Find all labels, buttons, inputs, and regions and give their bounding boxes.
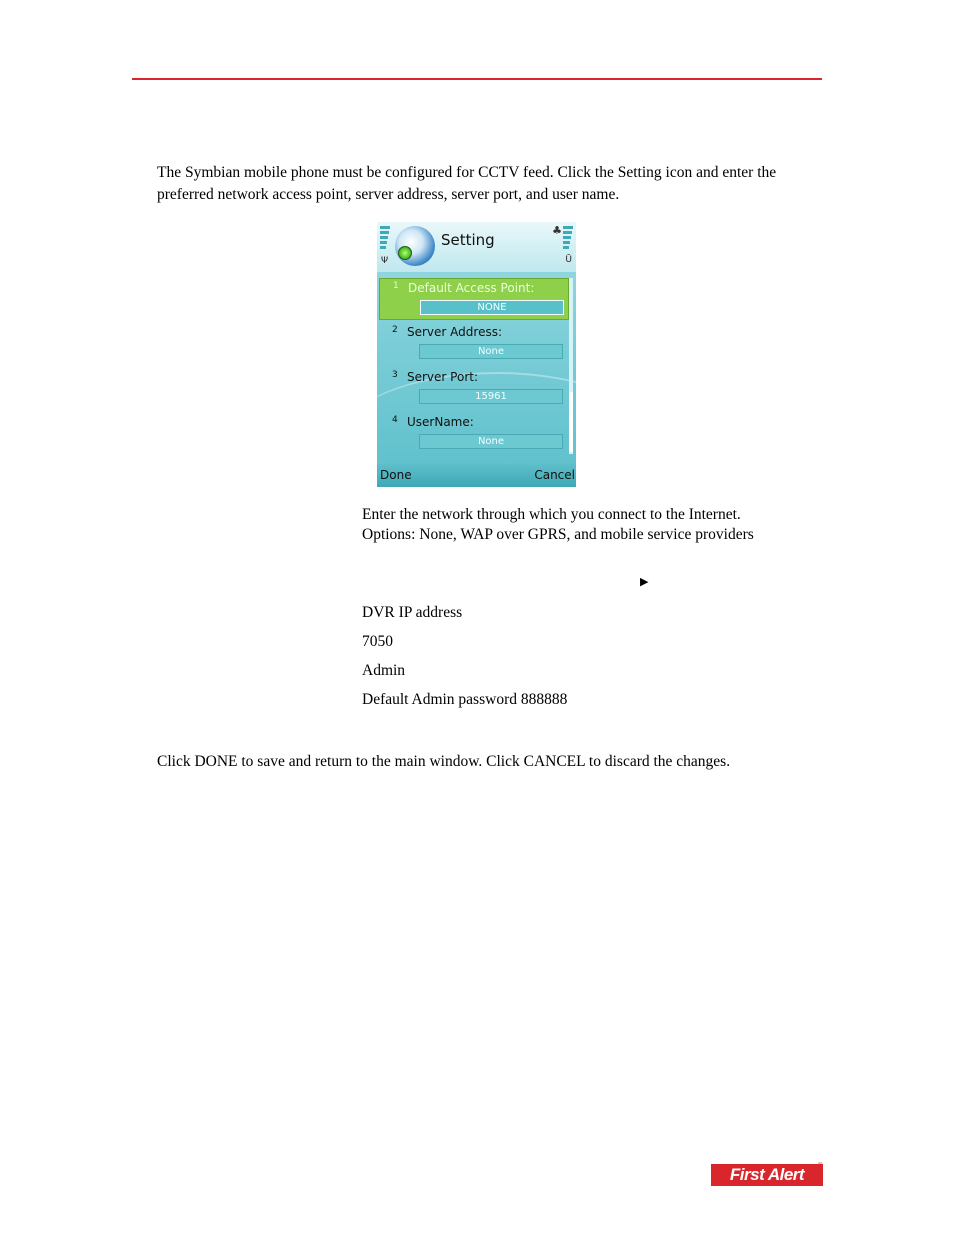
camera-lens-icon	[398, 246, 412, 260]
username-field[interactable]: None	[419, 434, 563, 449]
antenna-icon: Ψ	[381, 256, 389, 266]
arrow-right-icon: ▶	[640, 576, 649, 588]
row-number: 2	[392, 325, 398, 335]
network-icon: ♣	[552, 224, 562, 237]
row-number: 4	[392, 415, 398, 425]
outro-paragraph: Click DONE to save and return to the main window. Click CANCEL to discard the changes.	[157, 753, 731, 770]
access-point-options: Options: None, WAP over GPRS, and mobile service providers	[362, 526, 754, 543]
server-port-field[interactable]: 15961	[419, 389, 563, 404]
server-address-field[interactable]: None	[419, 344, 563, 359]
scrollbar-thumb[interactable]	[569, 392, 573, 452]
server-address-description: DVR IP address	[362, 604, 463, 621]
battery-bars-icon	[563, 226, 573, 251]
camera-app-icon	[395, 226, 435, 266]
first-alert-logo: First Alert	[711, 1164, 823, 1186]
row-label: Default Access Point:	[408, 281, 535, 295]
header-rule	[132, 78, 822, 80]
access-point-description: Enter the network through which you connect to the Internet.	[362, 506, 741, 523]
phone-screenshot	[377, 222, 576, 487]
username-description: Admin	[362, 662, 406, 679]
server-port-description: 7050	[362, 633, 393, 650]
access-point-field[interactable]: NONE	[420, 300, 564, 315]
signal-bars-icon	[380, 226, 390, 251]
row-label: Server Address:	[407, 325, 502, 339]
registered-mark: ®	[818, 1163, 823, 1169]
cancel-softkey[interactable]: Cancel	[534, 468, 575, 482]
intro-paragraph: The Symbian mobile phone must be configured for CCTV feed. Click the Setting icon and enter the preferred network access point, server address, server port, and user name.	[157, 164, 777, 203]
setting-row-username[interactable]	[379, 413, 567, 455]
row-label: Server Port:	[407, 370, 478, 384]
row-label: UserName:	[407, 415, 474, 429]
setting-row-server-port[interactable]	[379, 368, 567, 410]
setting-row-access-point[interactable]	[379, 278, 569, 320]
password-description: Default Admin password 888888	[362, 691, 568, 708]
done-softkey[interactable]: Done	[380, 468, 412, 482]
row-number: 1	[393, 281, 399, 291]
setting-row-server-address[interactable]	[379, 323, 567, 365]
phone-title: Setting	[441, 231, 495, 249]
battery-icon: Ū	[565, 255, 572, 265]
row-number: 3	[392, 370, 398, 380]
